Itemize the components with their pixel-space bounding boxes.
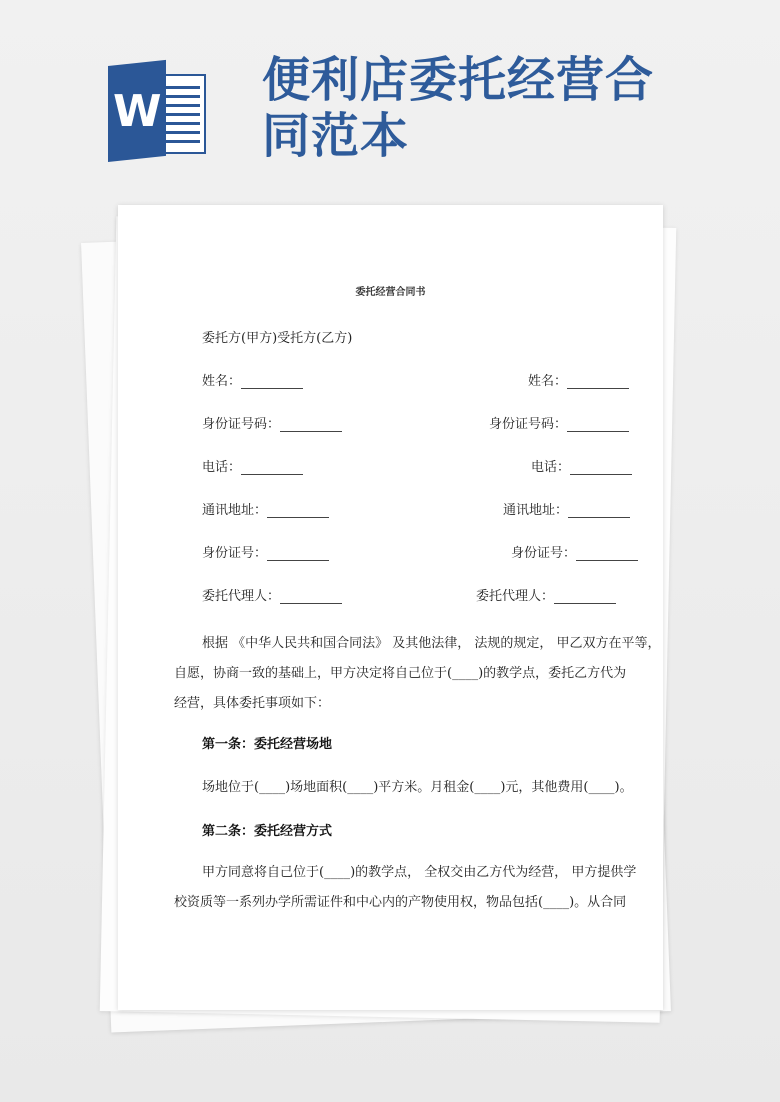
intro-line-3: 经营，具体委托事项如下：: [174, 696, 331, 711]
blank-line: [267, 546, 329, 561]
field-left-address: [202, 499, 329, 518]
field-label: 身份证号码：: [202, 417, 281, 432]
page-title-line-2: 同范本: [262, 108, 410, 164]
document-page: [118, 205, 663, 1010]
field-right-agent: [476, 585, 616, 604]
blank-line: [280, 589, 342, 604]
field-label: 身份证号：: [511, 546, 577, 561]
intro-line-2: 自愿，协商一致的基础上，甲方决定将自己位于(____)的教学点，委托乙方代为: [174, 666, 627, 681]
article-1-heading: 第一条：委托经营场地: [202, 737, 333, 752]
blank-line: [568, 503, 630, 518]
field-label: 委托代理人：: [202, 589, 281, 604]
field-right-name: [528, 370, 629, 389]
blank-line: [567, 417, 629, 432]
article-2-line-1: 甲方同意将自己位于(____)的教学点， 全权交由乙方代为经营， 甲方提供学: [202, 865, 637, 880]
field-label: 身份证号码：: [489, 417, 568, 432]
blank-line: [241, 374, 303, 389]
field-label: 姓名：: [528, 374, 568, 389]
blank-line: [267, 503, 329, 518]
article-2-heading: 第二条：委托经营方式: [202, 824, 333, 839]
article-1-text: 场地位于(____)场地面积(____)平方米。月租金(____)元，其他费用(____)。: [202, 780, 633, 795]
field-left-id: [202, 542, 329, 561]
word-document-icon: [108, 66, 210, 162]
word-logo-badge: [108, 60, 166, 162]
field-left-agent: [202, 585, 342, 604]
page-title-line-1: 便利店委托经营合: [262, 52, 655, 108]
intro-line-1: 根据 《中华人民共和国合同法》 及其他法律， 法规的规定， 甲乙双方在平等，: [202, 636, 661, 651]
blank-line: [570, 460, 632, 475]
page-title: [262, 52, 742, 164]
word-logo-letter: W: [112, 85, 162, 137]
field-label: 姓名：: [202, 374, 242, 389]
field-left-phone: [202, 456, 303, 475]
blank-line: [241, 460, 303, 475]
field-right-phone: [531, 456, 632, 475]
field-right-address: [503, 499, 630, 518]
field-right-id: [511, 542, 638, 561]
field-right-id-number: [489, 413, 629, 432]
field-label: 电话：: [202, 460, 242, 475]
field-label: 电话：: [531, 460, 571, 475]
field-left-id-number: [202, 413, 342, 432]
blank-line: [280, 417, 342, 432]
blank-line: [576, 546, 638, 561]
blank-line: [567, 374, 629, 389]
field-label: 通讯地址：: [202, 503, 268, 518]
field-left-name: [202, 370, 303, 389]
blank-line: [554, 589, 616, 604]
field-label: 通讯地址：: [503, 503, 569, 518]
parties-line: 委托方(甲方)受托方(乙方): [202, 331, 353, 346]
field-label: 委托代理人：: [476, 589, 555, 604]
document-title: 委托经营合同书: [355, 287, 426, 298]
field-label: 身份证号：: [202, 546, 268, 561]
article-2-line-2: 校资质等一系列办学所需证件和中心内的产物使用权，物品包括(____)。从合同: [174, 895, 627, 910]
